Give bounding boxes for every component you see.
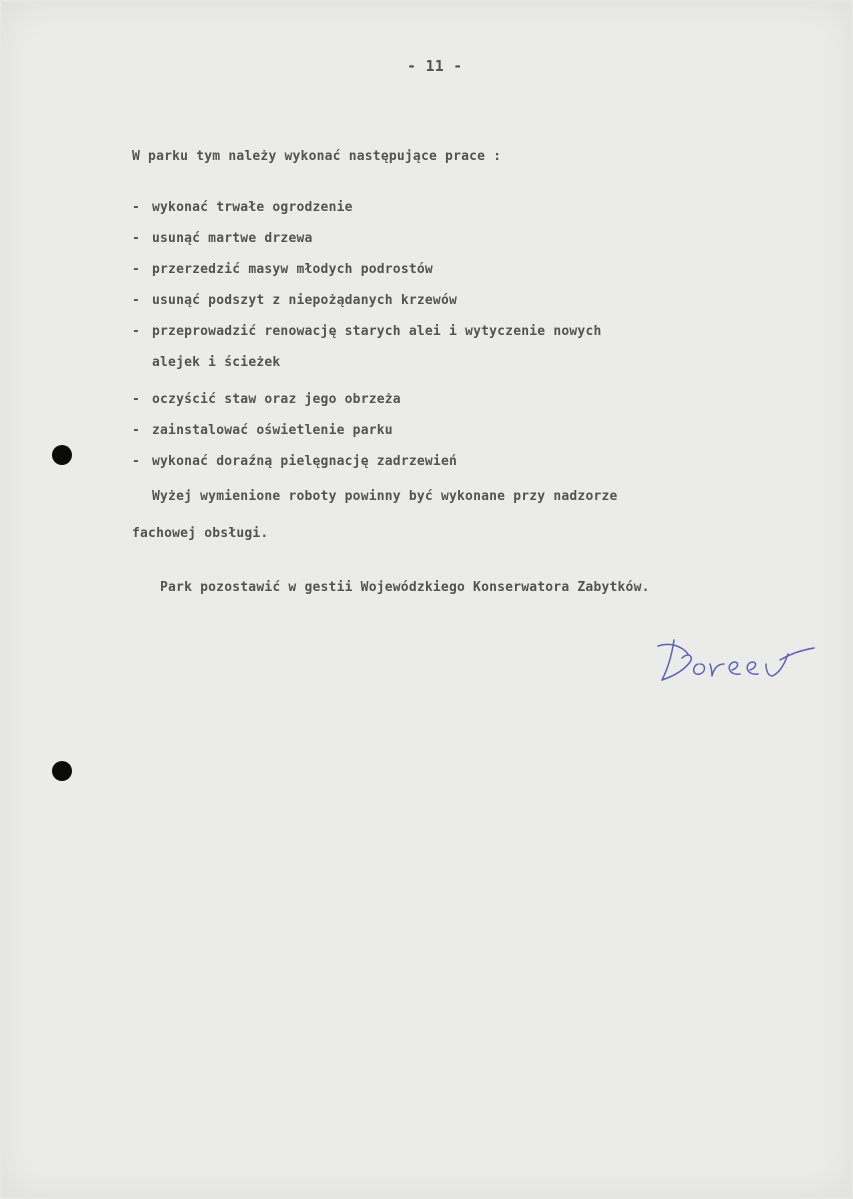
punch-hole — [52, 761, 72, 781]
bullet-dash: - — [132, 200, 141, 215]
handwritten-signature — [654, 632, 819, 692]
custody-paragraph: Park pozostawić w gestii Wojewódzkiego Konserwatora Zabytków. — [160, 580, 650, 595]
task-text: przerzedzić masyw młodych podrostów — [152, 262, 433, 277]
task-text: usunąć podszyt z niepożądanych krzewów — [152, 293, 458, 308]
task-text: przeprowadzić renowację starych alei i wytyczenie nowych — [152, 324, 602, 339]
task-text: oczyścić staw oraz jego obrzeża — [152, 392, 401, 407]
bullet-dash: - — [132, 324, 141, 339]
punch-hole — [52, 445, 72, 465]
bullet-dash: - — [132, 423, 141, 438]
task-text: usunąć martwe drzewa — [152, 231, 313, 246]
bullet-dash: - — [132, 392, 141, 407]
task-text: wykonać trwałe ogrodzenie — [152, 200, 353, 215]
supervision-paragraph-continuation: fachowej obsługi. — [132, 526, 269, 541]
page-number: - 11 - — [407, 57, 463, 75]
bullet-dash: - — [132, 454, 141, 469]
task-text: wykonać doraźną pielęgnację zadrzewień — [152, 454, 458, 469]
intro-line: W parku tym należy wykonać następujące prace : — [132, 149, 502, 164]
task-text: zainstalować oświetlenie parku — [152, 423, 393, 438]
bullet-dash: - — [132, 262, 141, 277]
supervision-paragraph: Wyżej wymienione roboty powinny być wykonane przy nadzorze — [152, 489, 618, 504]
task-text-continuation: alejek i ścieżek — [152, 355, 281, 370]
bullet-dash: - — [132, 293, 141, 308]
bullet-dash: - — [132, 231, 141, 246]
document-page — [2, 2, 851, 1197]
